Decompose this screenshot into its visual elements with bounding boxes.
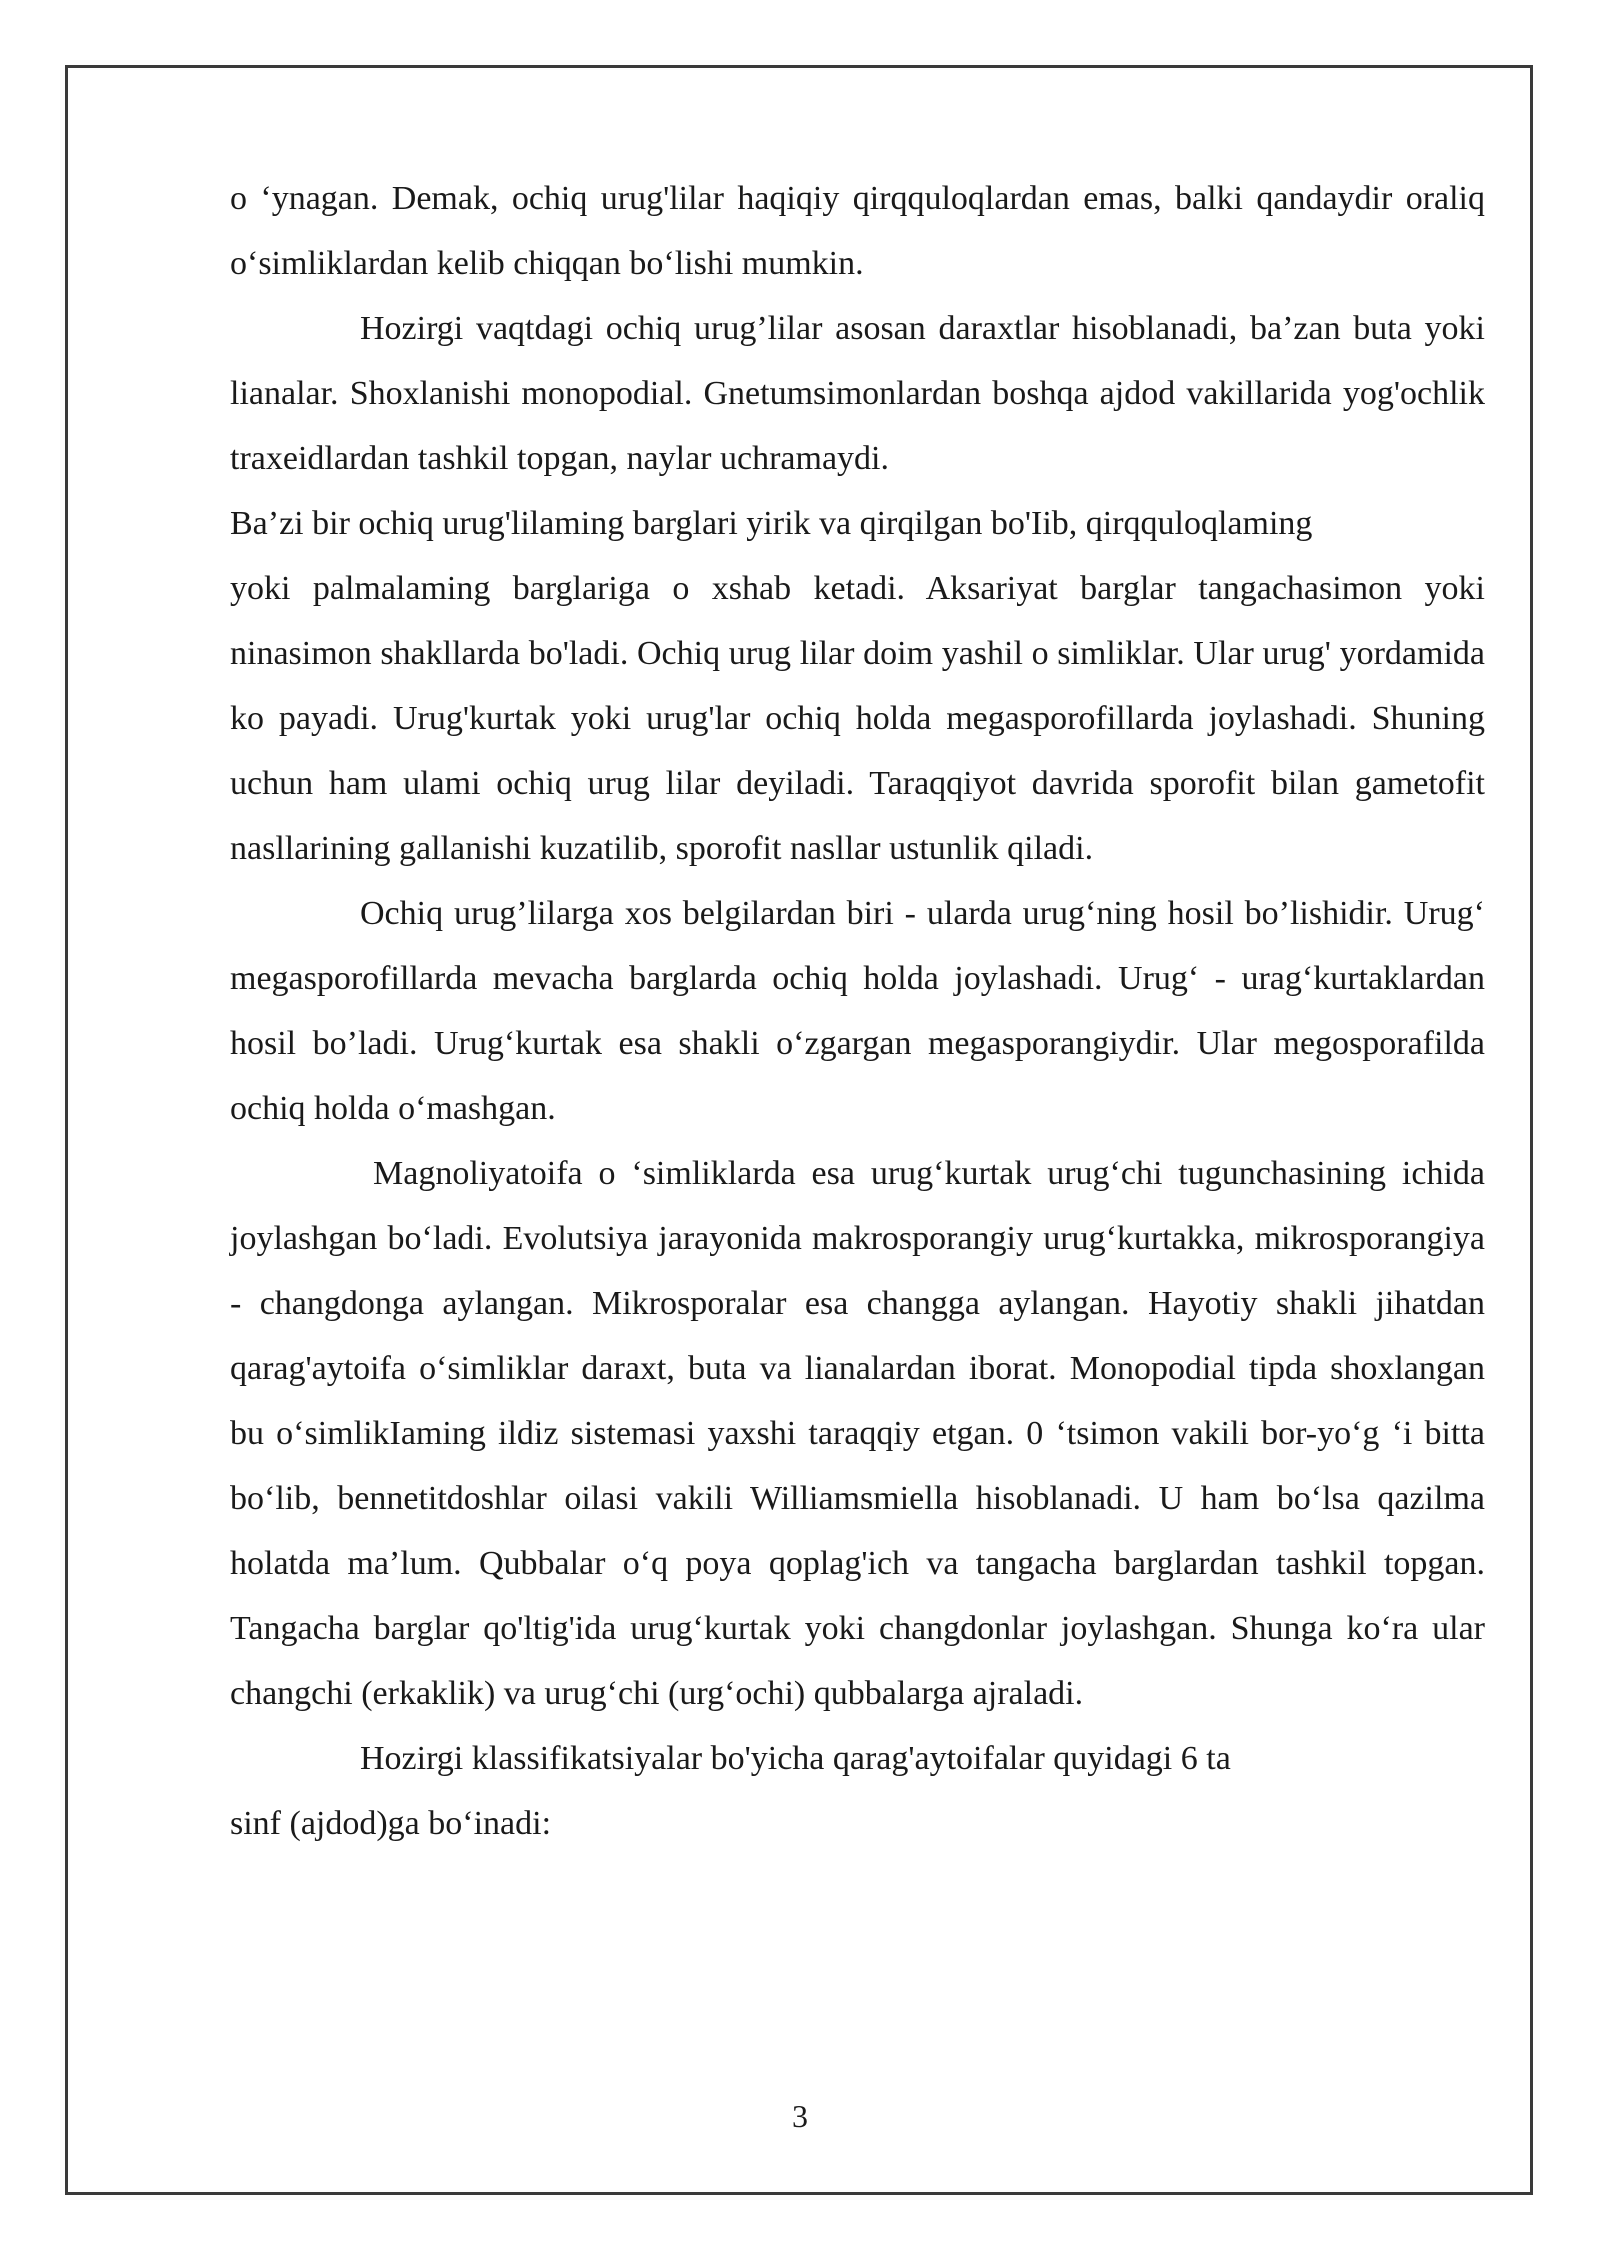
paragraph-3: Ba’zi bir ochiq urug'lilaming barglari yirik va qirqilgan bo'Iib, qirqquloqlaming	[230, 505, 1313, 542]
paragraph-6: Magnoliyatoifa o ‘simliklarda esa urug‘kurtak urug‘chi tugunchasining ichida joylashgan bo‘ladi. Evolutsiya jarayonida makrosporangiy urug‘kurtakka, mikrosporangiya - changdonga aylangan. Mikrosporalar esa changga aylangan. Hayotiy shakli jihatdan qarag'aytoifa o‘simliklar daraxt, buta va lianalardan iborat. Monopodial tipda shoxlangan bu o‘simlikIaming ildiz sistemasi yaxshi taraqqiy etgan. 0 ‘tsimon vakili bor-yo‘g ‘i bitta bo‘lib, bennetitdoshlar oilasi vakili Williamsmiella hisoblanadi. U ham bo‘lsa qazilma holatda ma’lum. Qubbalar o‘q poya qoplag'ich va tangacha barglardan tashkil topgan. Tangacha barglar qo'ltig'ida urug‘kurtak yoki changdonlar joylashgan. Shunga ko‘ra ular changchi (erkaklik) va urug‘chi (urg‘ochi) qubbalarga ajraladi.	[230, 1155, 1485, 1712]
document-body	[230, 166, 1485, 1856]
paragraph-8: sinf (ajdod)ga bo‘inadi:	[230, 1805, 552, 1842]
paragraph-4: yoki palmalaming barglariga o xshab ketadi. Aksariyat barglar tangachasimon yoki ninasimon shakllarda bo'ladi. Ochiq urug lilar doim yashil o simliklar. Ular urug' yordamida ko payadi. Urug'kurtak yoki urug'lar ochiq holda megasporofillarda joylashadi. Shuning uchun ham ulami ochiq urug lilar deyiladi. Taraqqiyot davrida sporofit bilan gametofit nasllarining gallanishi kuzatilib, sporofit nasllar ustunlik qiladi.	[230, 570, 1485, 867]
paragraph-5: Ochiq urug’lilarga xos belgilardan biri - ularda urug‘ning hosil bo’lishidir. Urug‘ megasporofillarda mevacha barglarda ochiq holda joylashadi. Urug‘ - urag‘kurtaklardan hosil bo’ladi. Urug‘kurtak esa shakli o‘zgargan megasporangiydir. Ular megosporafilda ochiq holda o‘mashgan.	[230, 895, 1485, 1127]
paragraph-1: o ‘ynagan. Demak, ochiq urug'lilar haqiqiy qirqquloqlardan emas, balki qandaydir oraliq o‘simliklardan kelib chiqqan bo‘lishi mumkin.	[230, 180, 1485, 282]
paragraph-2: Hozirgi vaqtdagi ochiq urug’lilar asosan daraxtlar hisoblanadi, ba’zan buta yoki lianalar. Shoxlanishi monopodial. Gnetumsimonlardan boshqa ajdod vakillarida yog'ochlik traxeidlardan tashkil topgan, naylar uchramaydi.	[230, 310, 1485, 477]
paragraph-7: Hozirgi klassifikatsiyalar bo'yicha qarag'aytoifalar quyidagi 6 ta	[360, 1740, 1231, 1777]
page-number: 3	[792, 2098, 808, 2134]
